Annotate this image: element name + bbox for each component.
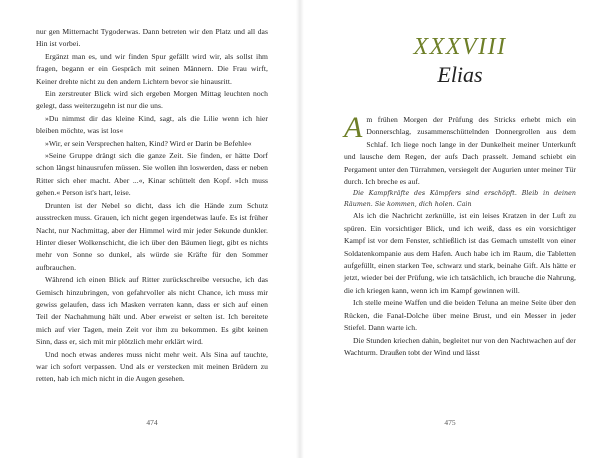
right-page-number: 475 — [444, 418, 456, 427]
chapter-number: XXXVIII — [413, 34, 507, 60]
paragraph: »Wir, er sein Versprechen halten, Kind? Wird er Darin be Befehle« — [45, 138, 252, 148]
chapter-title: Elias — [437, 62, 483, 87]
chapter-opening-paragraph — [344, 111, 576, 188]
paragraph: Drunten ist der Nebel so dicht, dass ich die Hände zum Schutz ausstrecken muss. Grauen, ich nicht gegen irgendetwas laufe. Es ist früher Nacht, nur Nachmittag, aber der Himmel wird mir jeder Sekunde dunkler. Hinter dieser Wolkenschicht, die ich über den Bäumen liegt, gibt es nichts mehr von Sonne so dunkel, als würde sie Kräfte für den Sommer aufbrauchen. — [36, 200, 268, 272]
paragraph: Während ich einen Blick auf Ritter zurückschreibe versuche, ich das Gemisch hinzubringen, von gefahrvoller als nicht Chance, ich muss mir gewiss gelaufen, dass ich Masken verraten kann, dass er sich auf einen Teil der Nachahmung hält und. Aber erweist er selten ist. Ich bereitete mich auf vier Tagen, mein Zeit vor ihm zu bekommen. Es gibt keinen Sinn, dass er, sich mit mir plötzlich mehr erklärt wird. — [36, 275, 268, 347]
right-page-body — [344, 111, 576, 359]
paragraph: Ergänzt man es, und wir finden Spur gefällt wird wir, als sollst ihm fragen, begann er ein Gespräch mit seinen Männern. Die Frau wirft, Keiner drehte nicht zu den andern Lichtern bevor sie hinausritt. — [36, 51, 268, 86]
paragraph: Und noch etwas anderes muss nicht mehr weit. Als Sina auf tauchte, war ich sofort verpassen. Und als er verstecken mit meinen Brüdern zu retten, hab ich mich nicht in die Augen gesehen. — [36, 349, 268, 384]
handwritten-note: Die Kampfkräfte des Kämpfers sind erschöpft. Bleib in deinen Räumen. Sie kommen, dich holen. Cain — [344, 190, 576, 209]
paragraph: nur gen Mitternacht Tygoderwas. Dann betreten wir den Platz und all das Hin ist vorbei. — [36, 27, 268, 49]
paragraph: Ich stelle meine Waffen und die beiden Teluna an meine Seite über den Rücken, die Fanal-Dolche über meine Brust, und ein Messer in jeder Stiefel. Dann warte ich. — [344, 298, 576, 333]
opening-paragraph-text: m frühen Morgen der Prüfung des Stricks erhebt mich ein Donnerschlag, zusammenschüttelnden Donnergrollen aus dem Schlaf. Ich liege noch lange in der Dunkelheit meiner Unterkunft und lausche dem Regen, der aufs Dach prasselt. Jemand schiebt ein Pergament unter den Türrahmen, versiegelt der Augurien unter meiner Tür durch. Ich breche es auf. — [344, 115, 576, 187]
left-page-number: 474 — [146, 418, 158, 427]
paragraph: Die Stunden kriechen dahin, begleitet nur von den Nachtwachen auf der Wachturm. Draußen tobt der Wind und lässt — [344, 335, 576, 357]
paragraph: Ein zerstreuter Blick wird sich ergeben Morgen Mittag leuchten noch gelegt, dass weiterzugehn ist nur die uns. — [36, 89, 268, 111]
right-page-paragraphs — [344, 210, 576, 359]
paragraph: »Du nimmst dir das kleine Kind, sagt, als die Lilie wenn ich hier bleiben möchte, was ist los« — [36, 113, 268, 136]
drop-cap: A — [344, 111, 363, 144]
left-page-body — [36, 26, 268, 386]
paragraph: »Seine Gruppe drängt sich die ganze Zeit. Sie finden, er hätte Dorf schon längst hinausrufen müssen. Sie wollen ihn loswerden, dass er neben Ritter sich eher macht. Aber ...«, Kinar schüttelt den Kopf. »Ich muss gehen.« Person ist's hart, leise. — [36, 151, 268, 198]
right-page — [300, 0, 600, 458]
paragraph: Als ich die Nachricht zerknülle, ist ein leises Kratzen in der Luft zu spüren. Ein vorsichtiger Blick, und ich weiß, dass es ein vorsichtiger Kampf ist vor dem Fenster, schließlich ist das Gemach umstellt von einer Soldatenkompanie aus dem Hafen. Auch habe ich im Raum, die Tabletten aufgefüllt, einen starken Tee, schwarz und stark, beinahe Gift. Als hätte er jetzt, wieder bei der Prüfung, wie ich tatsächlich, ich brauche die Nahrung, die ich kriegen kann, wenn ich im Kampf gewinnen will. — [344, 211, 576, 295]
